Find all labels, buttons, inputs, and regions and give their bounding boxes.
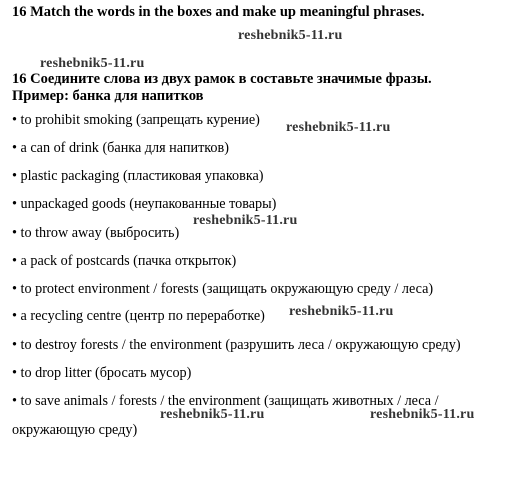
list-item: окружающую среду) — [12, 422, 138, 438]
list-item: • to throw away (выбросить) — [12, 225, 180, 241]
watermark: reshebnik5-11.ru — [286, 120, 391, 135]
task-heading-ru: 16 Соедините слова из двух рамок в составьте значимые фразы. — [12, 71, 432, 87]
watermark: reshebnik5-11.ru — [370, 407, 475, 422]
list-item: • to save animals / forests / the environment (защищать животных / леса / — [12, 393, 439, 409]
list-item: • a recycling centre (центр по переработке) — [12, 308, 265, 324]
task-heading-en: 16 Match the words in the boxes and make up meaningful phrases. — [12, 4, 425, 20]
list-item: • to protect environment / forests (защищать окружающую среду / леса) — [12, 281, 434, 297]
watermark: reshebnik5-11.ru — [40, 56, 145, 71]
watermark: reshebnik5-11.ru — [289, 304, 394, 319]
list-item: • a can of drink (банка для напитков) — [12, 140, 229, 156]
list-item: • plastic packaging (пластиковая упаковка) — [12, 168, 264, 184]
list-item: • unpackaged goods (неупакованные товары) — [12, 196, 277, 212]
list-item: • to destroy forests / the environment (разрушить леса / окружающую среду) — [12, 337, 461, 353]
list-item: • to drop litter (бросать мусор) — [12, 365, 192, 381]
watermark: reshebnik5-11.ru — [238, 28, 343, 43]
list-item: • a pack of postcards (пачка открыток) — [12, 253, 237, 269]
task-example: Пример: банка для напитков — [12, 88, 204, 104]
watermark: reshebnik5-11.ru — [160, 407, 265, 422]
watermark: reshebnik5-11.ru — [193, 213, 298, 228]
list-item: • to prohibit smoking (запрещать курение) — [12, 112, 260, 128]
